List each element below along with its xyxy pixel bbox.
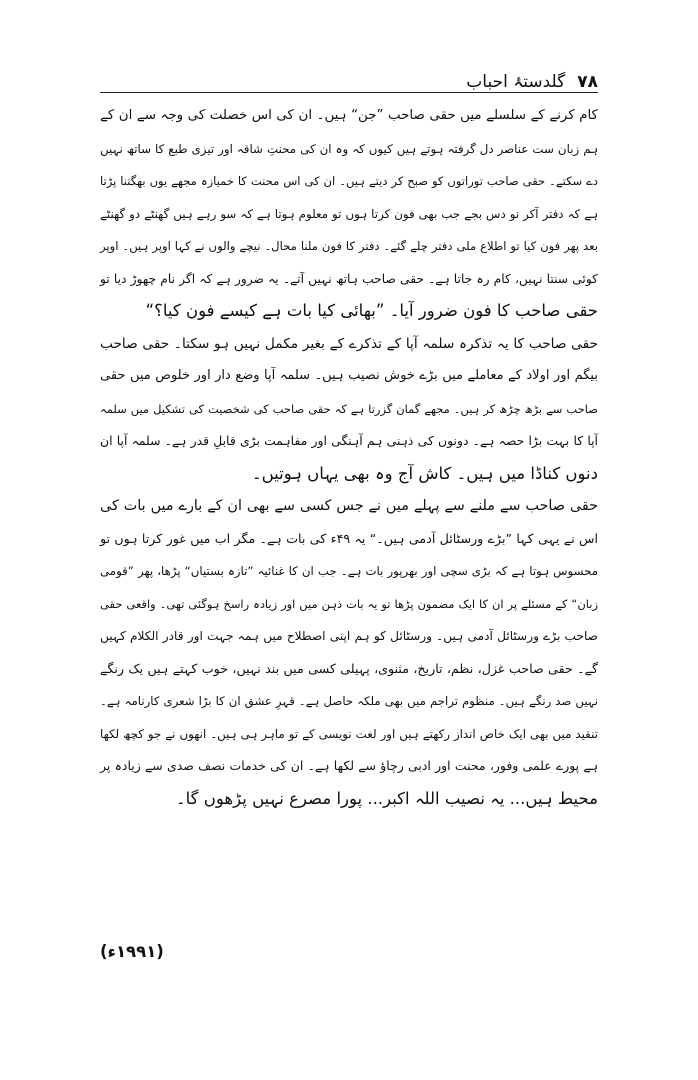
text-line: دے سکتے۔ حقی صاحب توراتوں کو صبح کر دیتے ہیں۔ ان کی اس محنت کا خمیازہ مجھے یوں بھگتنا پڑتا [100,174,598,188]
text-line: ہم زبان ست عناصر دل گرفتہ ہوتے ہیں کیوں کہ وہ ان کی محنتِ شاقہ اور تیزی طبع کا ساتھ نہیں [100,141,598,156]
text-line: کام کرنے کے سلسلے میں حقی صاحب ”جن“ ہیں۔ ان کی اس خصلت کی وجہ سے ان کے [100,108,598,123]
paragraph-1 [100,100,598,328]
closing-date: (۱۹۹۱ء) [100,942,164,961]
page-body [100,100,598,815]
text-line: صاحب سے بڑھ چڑھ کر ہیں۔ مجھے گمان گزرتا ہے کہ حقی صاحب کی شخصیت کی تشکیل میں سلمہ [100,401,598,416]
text-line: آپا کا بہت بڑا حصہ ہے۔ دونوں کی ذہنی ہم آہنگی اور مفاہمت بڑی قابلِ قدر ہے۔ سلمہ آپا ان [100,434,598,448]
text-line: حقی صاحب سے ملنے سے پہلے میں نے جس کسی سے بھی ان کے بارے میں بات کی [100,498,598,514]
header-rule [100,92,598,93]
text-line: گے۔ حقی صاحب غزل، نظم، تاریخ، مثنوی، پہیلی کسی میں بند نہیں، خوب کہتے ہیں یک رنگے [100,660,598,676]
running-header [100,60,598,92]
text-line: اس نے یہی کہا ”بڑے ورسٹائل آدمی ہیں۔“ یہ ۴۹ء کی بات ہے۔ مگر اب میں غور کرتا ہوں تو [100,530,599,546]
text-line: محسوس ہوتا ہے کہ بڑی سچی اور بھرپور بات ہے۔ جب ان کا غنائیہ ”تازہ بستیاں“ پڑھا، پھر ”قومی [100,564,598,578]
text-line: نہیں صد رنگے ہیں۔ منظوم تراجم میں بھی ملکہ حاصل ہے۔ قہرِ عشق ان کا بڑا شعری کارنامہ ہے۔ [100,694,598,708]
text-line: بعد پھر فون کیا تو اطلاع ملی دفتر چلے گئے۔ دفتر کا فون ملنا محال۔ نیچے والوں نے کہا اوپر ہیں۔ اوپر [100,239,598,253]
text-line: حقی صاحب کا یہ تذکرہ سلمہ آپا کے تذکرے کے بغیر مکمل نہیں ہو سکتا۔ حقی صاحب [100,335,598,352]
text-line: تنقید میں بھی ایک خاص انداز رکھتے ہیں اور لغت نویسی کے تو ماہر ہی ہیں۔ انھوں نے جو کچھ لکھا [100,726,598,741]
text-line: ہے کہ دفتر آکر نو دس بجے جب بھی فون کرتا ہوں تو معلوم ہوتا ہے کہ سو رہے ہیں گھنٹے دو گھنٹے [100,206,598,221]
paragraph-2 [100,328,598,491]
text-line: حقی صاحب کا فون ضرور آیا۔ ”بھائی کیا بات ہے کیسے فون کیا؟“ [145,301,598,320]
text-line: کوئی سنتا نہیں، کام رہ جاتا ہے۔ حقی صاحب ہاتھ نہیں آتے۔ یہ ضرور ہے کہ اگر نام چھوڑ دیا تو [100,271,598,286]
text-line: محیط ہیں... یہ نصیب اللہ اکبر... پورا مصرع نہیں پڑھوں گا۔ [175,788,598,808]
text-line: ہے پورے علمی وفور، محنت اور ادبی رچاؤ سے لکھا ہے۔ ان کی خدمات نصف صدی سے زیادہ پر [100,758,598,773]
text-line: صاحب بڑے ورسٹائل آدمی ہیں۔ ورسٹائل کو ہم اپنی اصطلاح میں ہمہ جہت اور قادر الکلام کہیں [100,629,598,643]
text-line: دنوں کناڈا میں ہیں۔ کاش آج وہ بھی یہاں ہوتیں۔ [251,463,598,483]
book-title: گلدستۂ احباب [466,72,566,92]
text-line: بیگم اور اولاد کے معاملے میں بڑے خوش نصیب ہیں۔ سلمہ آپا وضع دار اور خلوص میں حقی [100,368,598,383]
paragraph-3 [100,490,598,815]
text-line: زبان“ کے مسئلے پر ان کا ایک مضمون پڑھا تو یہ بات ذہن میں اور زیادہ راسخ ہوگئی تھی۔ واقعی حقی [100,596,598,611]
page-number: ۷۸ [577,72,598,92]
